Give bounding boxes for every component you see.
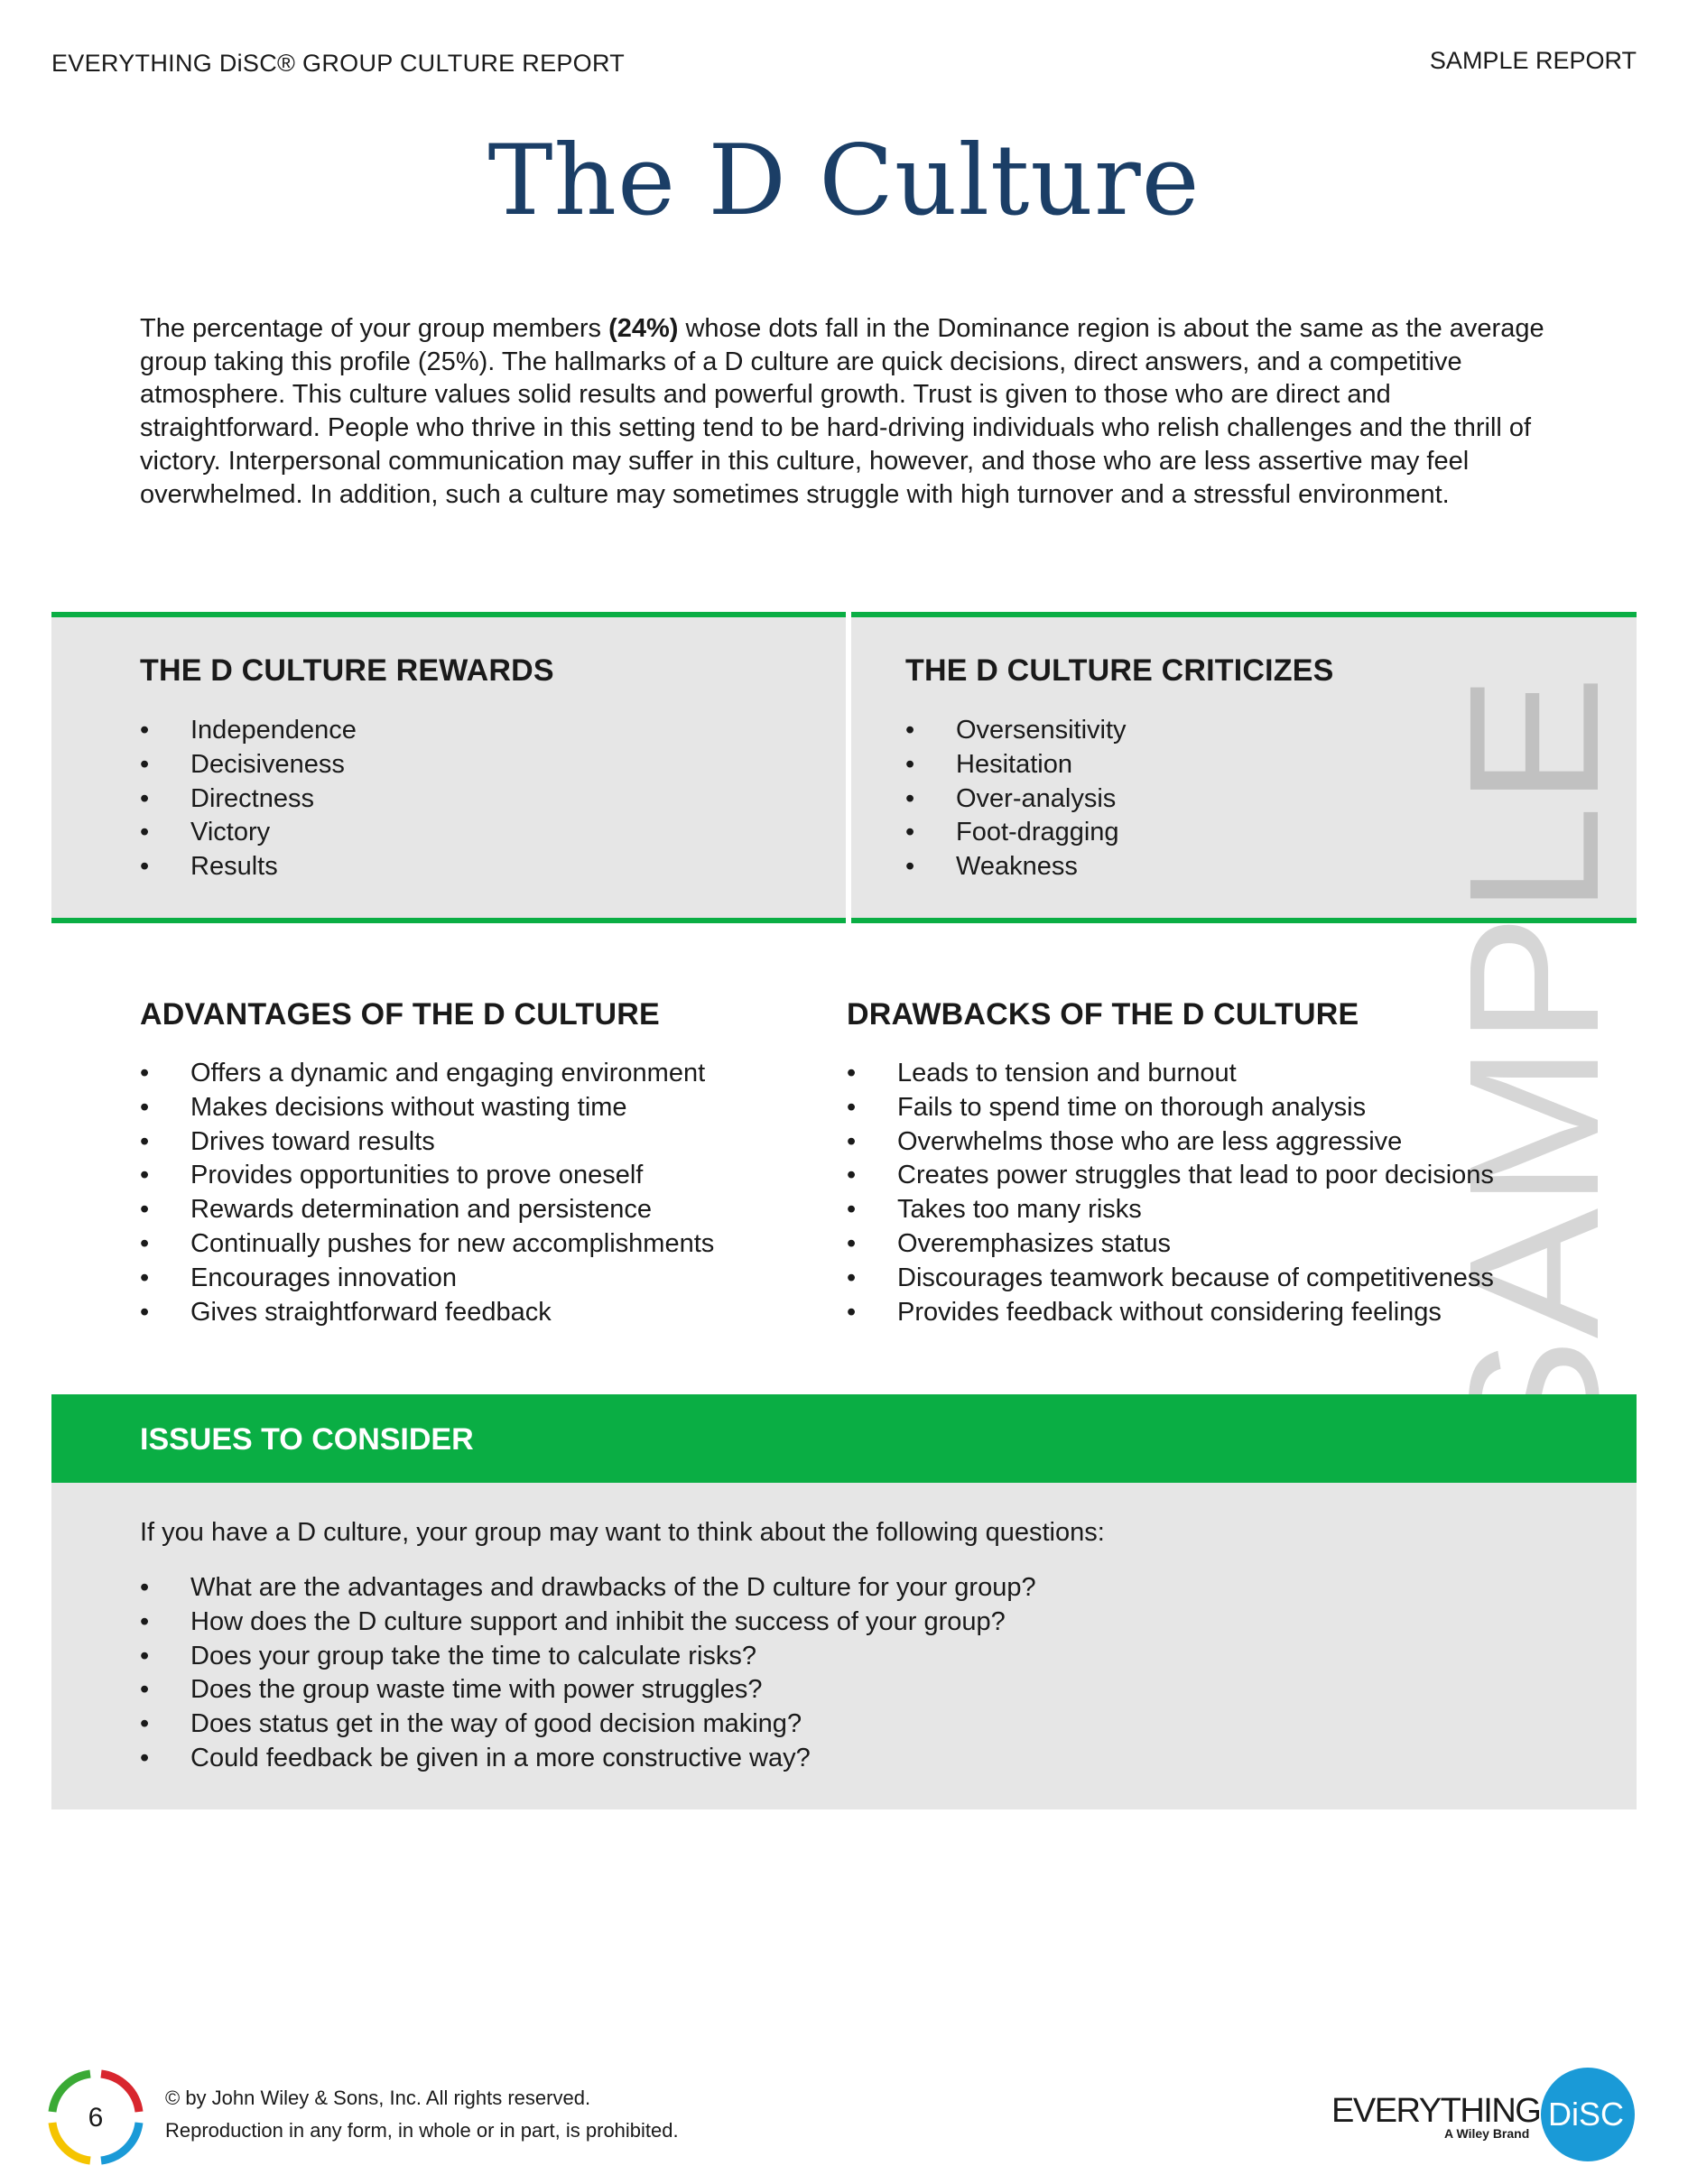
list-item: • Gives straightforward feedback <box>140 1296 714 1330</box>
list-item: • Oversensitivity <box>905 714 1127 748</box>
advantages-heading: ADVANTAGES OF THE D CULTURE <box>140 997 660 1032</box>
drawbacks-list <box>847 1057 1494 1329</box>
drawbacks-heading: DRAWBACKS OF THE D CULTURE <box>847 997 1359 1032</box>
logo-disc-text: DiSC <box>1547 2096 1625 2133</box>
list-item: • Encourages innovation <box>140 1262 714 1296</box>
list-item: • Takes too many risks <box>847 1193 1494 1227</box>
list-item: • Continually pushes for new accomplishments <box>140 1227 714 1262</box>
rewards-heading: THE D CULTURE REWARDS <box>140 653 554 688</box>
list-item: • Leads to tension and burnout <box>847 1057 1494 1091</box>
issues-list <box>140 1571 1036 1776</box>
intro-percentage: (24%) <box>608 314 679 343</box>
ring-segment-yellow <box>52 2123 90 2161</box>
list-item: • How does the D culture support and inhibit the success of your group? <box>140 1606 1036 1640</box>
list-item: • Directness <box>140 782 357 817</box>
list-item: • Results <box>140 850 357 884</box>
reproduction-line: Reproduction in any form, in whole or in part, is prohibited. <box>165 2119 679 2142</box>
copyright-notice <box>165 2082 679 2147</box>
copyright-line: © by John Wiley & Sons, Inc. All rights reserved. <box>165 2087 591 2109</box>
logo-wordmark: EVERYTHING <box>1331 2092 1541 2130</box>
list-item: • Provides feedback without considering feelings <box>847 1296 1494 1330</box>
advantages-list <box>140 1057 714 1329</box>
criticizes-heading: THE D CULTURE CRITICIZES <box>905 653 1334 688</box>
list-item: • Decisiveness <box>140 748 357 782</box>
criticizes-list <box>905 714 1127 884</box>
ring-segment-red <box>101 2074 139 2112</box>
page-number-ring <box>45 2067 146 2168</box>
list-item: • Drives toward results <box>140 1125 714 1160</box>
list-item: • What are the advantages and drawbacks of the D culture for your group? <box>140 1571 1036 1606</box>
disc-logo-icon <box>1537 2064 1638 2165</box>
intro-paragraph <box>140 312 1557 511</box>
list-item: • Foot-dragging <box>905 816 1127 850</box>
list-item: • Discourages teamwork because of competitiveness <box>847 1262 1494 1296</box>
list-item: • Does the group waste time with power struggles? <box>140 1673 1036 1707</box>
ring-segment-green <box>52 2074 90 2112</box>
list-item: • Could feedback be given in a more constructive way? <box>140 1742 1036 1776</box>
ring-segment-blue <box>101 2123 139 2161</box>
issues-intro: If you have a D culture, your group may want to think about the following questions: <box>140 1518 1105 1547</box>
list-item: • Does status get in the way of good decision making? <box>140 1707 1036 1742</box>
list-item: • Fails to spend time on thorough analysis <box>847 1091 1494 1125</box>
list-item: • Provides opportunities to prove oneself <box>140 1159 714 1193</box>
list-item: • Victory <box>140 816 357 850</box>
intro-text-after: whose dots fall in the Dominance region is about the same as the average group taking this profile (25%). The hallmarks of a D culture are quick decisions, direct answers, and a competitive atmosphere. This culture values solid results and powerful growth. Trust is given to those who are direct and straightforward. People who thrive in this setting tend to be hard-driving individuals who relish challenges and the thrill of victory. Interpersonal communication may suffer in this culture, however, and those who are less assertive may feel overwhelmed. In addition, such a culture may sometimes struggle with high turnover and a stressful environment. <box>140 314 1544 509</box>
rewards-list <box>140 714 357 884</box>
issues-heading: ISSUES TO CONSIDER <box>140 1422 474 1457</box>
list-item: • Hesitation <box>905 748 1127 782</box>
sample-report-label: SAMPLE REPORT <box>1429 47 1637 74</box>
list-item: • Independence <box>140 714 357 748</box>
list-item: • Weakness <box>905 850 1127 884</box>
logo-subtitle: A Wiley Brand <box>1444 2126 1530 2141</box>
list-item: • Does your group take the time to calculate risks? <box>140 1640 1036 1674</box>
watermark-text: SAMPLE <box>1431 718 1637 1469</box>
list-item: • Offers a dynamic and engaging environment <box>140 1057 714 1091</box>
list-item: • Over-analysis <box>905 782 1127 817</box>
intro-text-before: The percentage of your group members <box>140 314 609 343</box>
list-item: • Overwhelms those who are less aggressive <box>847 1125 1494 1160</box>
page-number: 6 <box>88 2103 104 2133</box>
report-title: EVERYTHING DiSC® GROUP CULTURE REPORT <box>51 50 626 77</box>
list-item: • Creates power struggles that lead to poor decisions <box>847 1159 1494 1193</box>
page-title: The D Culture <box>487 125 1201 237</box>
list-item: • Makes decisions without wasting time <box>140 1091 714 1125</box>
list-item: • Rewards determination and persistence <box>140 1193 714 1227</box>
list-item: • Overemphasizes status <box>847 1227 1494 1262</box>
